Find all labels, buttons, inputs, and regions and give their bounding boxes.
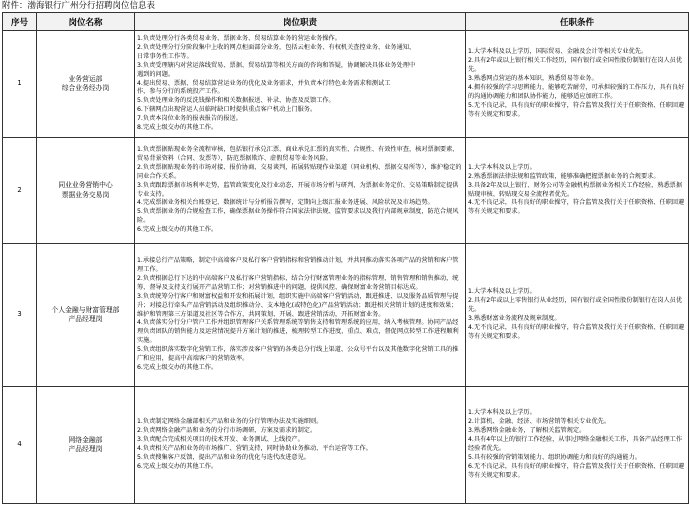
list-item: 4.负责相关产品和业务的市场推广、营销支持，同时协助业务推动、平台运营等工作。 xyxy=(137,445,372,452)
header-position-name: 岗位名称 xyxy=(37,13,135,31)
requirements-cell xyxy=(466,138,689,244)
position-name xyxy=(37,31,135,138)
list-item: 3.熟悉网点营运的基本知识，熟悉贸易等业务。 xyxy=(468,75,598,83)
list-item: 2.熟悉票据法律法规和监管政策，能够准确把握票据业务的合规要求。 xyxy=(468,172,660,180)
list-item: 4.无不良记录，具有良好的职业操守，符合监管及我行关于任职资格、任职回避等有关规定和要求。 xyxy=(468,323,685,340)
header-number: 序号 xyxy=(3,13,37,31)
job-info-table xyxy=(2,12,689,504)
list-item: 1.大学本科及以上学历。 xyxy=(468,163,536,171)
list-item: 5.无不良记录，具有良好的职业操守，符合监管及我行关于任职资格、任职回避等有关规定和要求。 xyxy=(468,101,685,118)
list-item: 8.完成上级交办的其他工作。 xyxy=(137,124,218,132)
list-item: 1.承接总行产品策略，制定中高端客户及私行客户营销指标和营销推动计划，并共同推动落实各项产品的营销和客户管理工作。 xyxy=(137,257,459,274)
requirements-cell xyxy=(466,31,689,138)
list-item: 2.计算机、金融、经济、市场营销等相关专业优先。 xyxy=(468,418,611,426)
row-number: 2 xyxy=(3,138,37,244)
list-item: 4.负责落实分行分户管户工作并组织管理客户关系管理系统等销售支持和管理系统的应用，纳入考核管理。协同产品经理负责团队的销售能力及运营情况提升方案计划的推进，梳理转型工作进度、重点、难点，督促网点转型工作进程顺利实施。 xyxy=(137,319,459,345)
list-item: 5.负责票据业务的合规检查工作，确保票据业务操作符合国家法律法规、监管要求以及我行内部规章制度，防范合规风险。 xyxy=(137,208,459,225)
table-row xyxy=(3,138,689,244)
list-item: 6.无不良记录，具有良好的职业操守，符合监管及我行关于任职资格、任职回避等有关规定和要求。 xyxy=(468,462,685,479)
department-label: 业务营运部 xyxy=(68,74,103,83)
list-item: 6.完成上级交办的其他工作。 xyxy=(137,462,218,470)
list-item: 2.负责网络金融产品和业务的分行市场调研、方案及需求的制定。 xyxy=(137,427,317,435)
list-item: 6.完成上级交办的其他工作。 xyxy=(137,226,218,234)
list-item: 3.具备2年及以上银行、财务公司等金融机构票据业务相关工作经验，熟悉票据贴现审核、转贴现交易全流程者优先。 xyxy=(468,181,683,198)
responsibilities-cell xyxy=(135,387,466,504)
table-header-row xyxy=(3,13,689,31)
row-number: 1 xyxy=(3,31,37,138)
list-item: 5.负责组织落实数字化营销工作，落实涉及客户营销的各类总分行线上渠道、公众号平台以及其他数字化营销工具的推广和应用，提高中高端客户的营销效率。 xyxy=(137,346,459,363)
position-name xyxy=(37,138,135,244)
list-item: 3.熟悉网络金融业务，了解相关监管规定。 xyxy=(468,427,586,435)
position-name xyxy=(37,387,135,504)
position-label: 产品经理岗 xyxy=(68,445,103,453)
department-label: 网络金融部 xyxy=(68,435,103,444)
table-row xyxy=(3,244,689,387)
position-name xyxy=(37,244,135,387)
list-item: 6.下辖网点出现营运人员临时缺口时提供重点客户机动上门服务。 xyxy=(137,106,317,114)
row-number: 4 xyxy=(3,387,37,504)
header-responsibilities: 岗位职责 xyxy=(135,13,466,31)
list-item: 3.负责配合完成相关项目的技术开发、业务测试、上线投产。 xyxy=(137,436,304,444)
department-label: 个人金融与财富管理部 xyxy=(51,305,120,314)
list-item: 3.熟悉财富业务流程及规章制度。 xyxy=(468,315,561,322)
list-item: 3.负责跟踪票据市场利率走势，监管政策变化及行业动态，开展市场分析与研判，为票据业务定价、交易策略制定提供专业支持。 xyxy=(137,181,459,198)
list-item: 2.负责票据贴现业务的市场对接、报价协商、交易谈判，拓展转贴现作业渠道（同业机构、票据交易所等），维护稳定的同业合作关系。 xyxy=(137,163,462,180)
responsibilities-cell xyxy=(135,31,466,138)
table-row xyxy=(3,387,689,504)
list-item: 4.完成票据业务相关台账登记、数据统计与分析报告撰写，定期向上级汇报业务进展、风险状况及市场趋势。 xyxy=(137,199,434,207)
table-row xyxy=(3,31,689,138)
requirements-cell xyxy=(466,387,689,504)
list-item: 作，参与分行的系统投产工作。 xyxy=(137,88,224,96)
list-item: 遇到的问题。 xyxy=(137,70,175,78)
list-item: 3.负责受理辖内对营运落线贸易、票据、贸易结算等相关方面的咨询和答疑，协调解决具体业务处理中 xyxy=(137,61,416,69)
list-item: 4.提出贸易、票据、贸易结算营运业务的优化及业务需求，并负责本行特色业务需求和测试工 xyxy=(137,79,391,87)
list-item: 1.大学本科及以上学历，国际贸易、金融及会计等相关专业优先。 xyxy=(468,48,648,56)
list-item: 2.负责处理分行分阶段集中上收的网点柜面部分业务，包括云柜业务、有权机关查控业务、业务通知、 xyxy=(137,43,416,51)
list-item: 2.具有2年或以上银行相关工作经历，国有银行或全国性股份制银行在岗人员优先。 xyxy=(468,57,683,74)
attachment-title: 附件：渤海银行广州分行招聘岗位信息表 xyxy=(2,1,156,11)
list-item: 5.负责搜集客户反馈，提出产品和业务的优化与迭代改进意见。 xyxy=(137,453,310,461)
position-label: 票据业务交易岗 xyxy=(61,190,110,199)
list-item: 5.具有较强的营销策划能力、组织协调能力和良好的沟通能力。 xyxy=(468,453,641,461)
position-label: 产品经理岗 xyxy=(68,315,103,323)
list-item: 2.具有2年或以上零售银行从业经历，国有银行或全国性股份制银行在岗人员优先。 xyxy=(468,297,683,314)
department-label: 同业业务营销中心 xyxy=(58,181,113,189)
responsibilities-cell xyxy=(135,138,466,244)
list-item: 日常事务性工作等。 xyxy=(137,52,193,60)
position-label: 综合业务经办岗 xyxy=(61,84,110,92)
list-item: 4.具有4年以上的银行工作经验，从事过网络金融相关工作，具备产品经理工作经验者优先。 xyxy=(468,436,683,452)
list-item: 4.拥有较强的学习思辨能力，能够吃苦耐劳，可承担较强的工作压力，具有良好的沟通协调能力和团队协作能力，能够适应加班工作。 xyxy=(468,84,685,100)
list-item: 1.大学本科及以上学历。 xyxy=(468,409,536,417)
requirements-cell xyxy=(466,244,689,387)
responsibilities-cell xyxy=(135,244,466,387)
list-item: 5.负责处理业务的反洗钱操作和相关数据报送、补录、协查及反馈工作。 xyxy=(137,97,335,105)
list-item: 4.无不良记录，具有良好的职业操守，符合监管及我行关于任职资格、任职回避等有关规定和要求。 xyxy=(468,199,685,216)
list-item: 1.负责制定网络金融部相关产品和业务的分行管理办法及实施细则。 xyxy=(137,418,323,426)
list-item: 6.完成上级交办的其他工作。 xyxy=(137,363,218,371)
header-requirements: 任职条件 xyxy=(466,13,689,31)
list-item: 2.负责根据总行下达的中高端客户及私行客户营销指标，结合分行财富管理业务的指标管理、销售管理和销售推动，统筹、督导及支持支行展开产品营销工作；对营销推进中的问题，提供风控、确保财富业务营销目标达成。 xyxy=(137,274,459,291)
list-item: 1.大学本科及以上学历。 xyxy=(468,288,536,296)
row-number: 3 xyxy=(3,244,37,387)
list-item: 1.负责处理分行各类贸易业务、票据业务、贸易结算业务的营运业务操作。 xyxy=(137,35,341,43)
list-item: 7.负责本岗位业务的报表报告的报送。 xyxy=(137,115,242,123)
list-item: 1.负责票据贴现业务全流程审核，包括银行承兑汇票、商业承兑汇票的真实性、合规性、有效性审查，核对票据要素、贸易背景资料（合同、发票等），防范票据欺诈、虚假贸易等业务风险。 xyxy=(137,145,459,162)
list-item: 3.负责统筹分行客户和财富权益和开发和拓展计划，组织实施中高端客户营销活动，跟进推进、以及服务品质管理与提升；对接总行牵头产品营销活动及组织推动分、支本地化(或特色化)产品营销活动；跟进相关营销计划的进度和效果；维护和管理第三方渠道及社区等合作方，共同策划、开展、跟进营销活动，开拓财富业务。 xyxy=(137,292,459,318)
